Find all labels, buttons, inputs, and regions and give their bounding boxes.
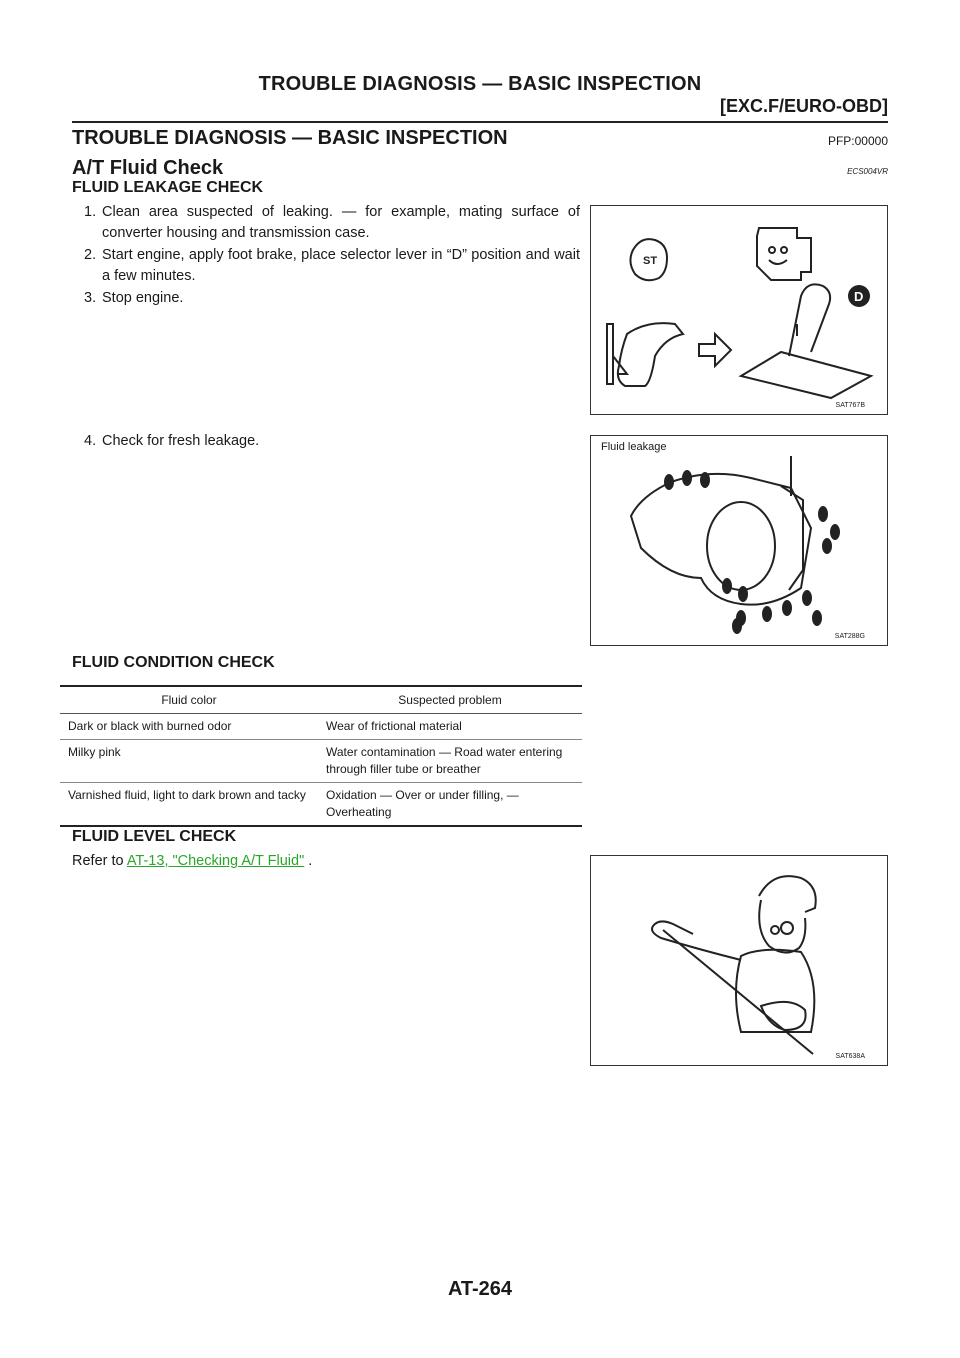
selector-gate-icon (741, 352, 871, 398)
figure-fluid-leakage (590, 435, 888, 646)
engine-start-illustration (591, 206, 887, 414)
figure-dipstick-check (590, 855, 888, 1066)
page-number: AT-264 (447, 1278, 513, 1300)
table-cell: Varnished fluid, light to dark brown and tacky (60, 783, 318, 827)
step-text: Clean area suspected of leaking. — for example, mating surface of converter housing and transmission case. (102, 204, 580, 241)
header-divider (72, 121, 888, 123)
pfp-code: PFP:00000 (827, 134, 888, 148)
running-header-subtitle: [EXC.F/EURO-OBD] (720, 96, 888, 116)
step-4 (84, 431, 580, 452)
table-row (60, 740, 582, 783)
step-number: 1. (84, 204, 97, 220)
table-cell: Wear of frictional material (318, 714, 582, 740)
column-header: Fluid color (60, 686, 318, 714)
step-2 (84, 245, 580, 287)
mechanic-dipstick-illustration (591, 856, 887, 1065)
table-row (60, 714, 582, 740)
table-cell: Dark or black with burned odor (60, 714, 318, 740)
step-text: Check for fresh leakage. (102, 433, 260, 449)
step-number: 3. (84, 290, 97, 306)
table-header-row (60, 686, 582, 714)
leakage-heading: FLUID LEAKAGE CHECK (72, 179, 264, 196)
running-header-title: TROUBLE DIAGNOSIS — BASIC INSPECTION (258, 73, 702, 95)
table-cell: Milky pink (60, 740, 318, 783)
checking-fluid-link[interactable]: AT-13, "Checking A/T Fluid" (126, 853, 305, 869)
figure-code: SAT767B (835, 402, 865, 409)
step-text: Start engine, apply foot brake, place selector lever in “D” position and wait a few minutes. (102, 247, 580, 284)
step-text: Stop engine. (102, 290, 184, 306)
fluid-condition-table (60, 685, 582, 827)
step-1 (84, 202, 580, 244)
figure-code: SAT288G (834, 633, 865, 640)
cap-icon (759, 876, 816, 912)
refer-line (72, 853, 312, 869)
mechanic-body-icon (736, 950, 814, 1032)
fluid-leakage-illustration (591, 436, 887, 645)
d-position-badge: D (854, 289, 864, 304)
arrow-right-icon (699, 334, 731, 366)
step-number: 2. (84, 247, 97, 263)
key-label: ST (643, 255, 658, 267)
ecs-code: ECS004VR (847, 167, 888, 176)
figure-code: SAT638A (835, 1053, 865, 1060)
dipstick-icon (663, 930, 813, 1054)
table-cell: Water contamination — Road water entering through filler tube or breather (318, 740, 582, 783)
foot-on-brake-icon (618, 323, 683, 386)
condition-heading: FLUID CONDITION CHECK (72, 654, 275, 671)
column-header: Suspected problem (318, 686, 582, 714)
table-cell: Oxidation — Over or under filling, — Overheating (318, 783, 582, 827)
table-row (60, 783, 582, 827)
figure-engine-start (590, 205, 888, 415)
converter-housing-icon (631, 474, 811, 605)
step-number: 4. (84, 433, 97, 449)
step-3 (84, 288, 580, 309)
refer-prefix: Refer to (72, 853, 124, 869)
figure-caption: Fluid leakage (601, 441, 667, 453)
section-title: TROUBLE DIAGNOSIS — BASIC INSPECTION (72, 127, 508, 149)
level-heading: FLUID LEVEL CHECK (72, 828, 237, 845)
subsection-title: A/T Fluid Check (72, 157, 224, 179)
selector-lever-icon (789, 284, 830, 356)
refer-suffix: . (308, 853, 313, 869)
